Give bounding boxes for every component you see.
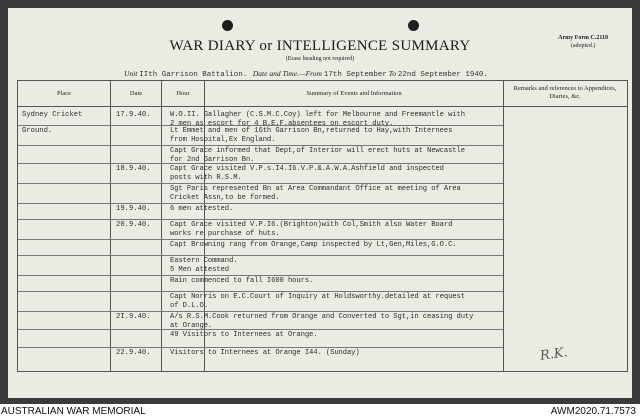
row-divider <box>18 219 503 220</box>
footer-source: AUSTRALIAN WAR MEMORIAL <box>1 406 146 417</box>
page-subtitle: (Erase heading not required) <box>285 56 355 62</box>
entry-summary: 49 Visitors to Internees at Orange. <box>170 331 318 339</box>
column-header-summary: Summary of Events and Information <box>306 90 402 97</box>
entry-date: 20.9.40. <box>116 221 151 229</box>
from-date: 17th September <box>323 71 387 79</box>
diary-table <box>17 80 628 372</box>
entry-date: 22.9.40. <box>116 349 151 357</box>
entry-date: 18.9.40. <box>116 165 151 173</box>
form-number: Army Form C.2118 <box>558 35 608 41</box>
row-divider <box>18 145 503 146</box>
entry-summary: Visitors to Internees at Orange I44. (Sunday) <box>170 349 360 357</box>
row-divider <box>18 239 503 240</box>
to-label: To <box>388 69 396 78</box>
to-date: 22nd September 1940. <box>397 71 488 79</box>
column-header-date: Date <box>129 90 143 97</box>
column-header-place: Place <box>56 90 72 97</box>
remarks-initials: R.K. <box>539 345 569 364</box>
date-time-label: Date and Time.—From <box>252 69 322 78</box>
entry-summary: Eastern Command. 5 Men attested <box>170 257 238 274</box>
row-divider <box>18 311 503 312</box>
unit-date-line <box>124 69 488 79</box>
column-header-hour: Hour <box>176 90 190 97</box>
row-divider <box>18 255 503 256</box>
entry-summary: Rain commenced to fall I600 hours. <box>170 277 314 285</box>
entry-summary: Capt Browning rang from Orange,Camp inspected by Lt,Gen,Miles,G.O.C. <box>170 241 457 249</box>
row-divider <box>18 291 503 292</box>
form-reference <box>558 34 608 50</box>
entry-place: Ground. <box>22 127 53 135</box>
unit-value: IIth Garrison Battalion. <box>139 71 248 79</box>
entry-summary: Capt Grace informed that Dept,of Interior will erect huts at Newcastle for 2nd Garrison Bn. <box>170 147 465 164</box>
entry-place: Sydney Cricket <box>22 111 83 119</box>
entry-date: 17.9.40. <box>116 111 151 119</box>
unit-label: Unit <box>124 69 138 78</box>
row-divider <box>18 183 503 184</box>
punch-hole-left <box>222 20 233 31</box>
footer-accession: AWM2020.71.7573 <box>550 406 636 417</box>
entry-summary: 6 men attested. <box>170 205 234 213</box>
punch-hole-right <box>408 20 419 31</box>
entry-summary: A/s R.S.M.Cook returned from Orange and Converted to Sgt,in ceasing duty at Orange. <box>170 313 474 330</box>
row-divider <box>18 347 503 348</box>
entry-summary: Capt Grace visited V.P.I6.(Brighton)with Col,Smith also Water Board works re purchase of huts. <box>170 221 453 238</box>
form-adopted: (adopted.) <box>570 43 596 49</box>
entry-summary: W.O.II. Gallagher (C.S.M.C.Coy) left for Melbourne and Freemantle with 2 men as escort for 4 B.E.F.absentees on escort duty. <box>170 111 465 128</box>
entry-summary: Lt Emmet and men of 16th Garrison Bn,returned to Hay,with Internees from Hospital,Ex England. <box>170 127 453 144</box>
row-divider <box>18 203 503 204</box>
entry-date: 19.9.40. <box>116 205 151 213</box>
row-divider <box>18 275 503 276</box>
entry-summary: Sgt Paris represented Bn at Area Commandant Office at meeting of Area Cricket Assn,to be formed. <box>170 185 461 202</box>
entry-date: 2I.9.40. <box>116 313 151 321</box>
column-divider <box>503 81 504 371</box>
entry-summary: Capt Grace visited V.P.s.I4.I6.V.P.&.A.W.A.Ashfield and inspected posts with R.S.M. <box>170 165 444 182</box>
column-header-remarks: Remarks and references to Appendices, Diaries, &c. <box>513 85 617 100</box>
entry-summary: Capt Norris on E.C.Court of Inquiry at Holdsworthy.detailed at request of D.L.O. <box>170 293 465 310</box>
header-divider <box>18 106 627 107</box>
page-title: WAR DIARY or INTELLIGENCE SUMMARY <box>169 38 471 54</box>
